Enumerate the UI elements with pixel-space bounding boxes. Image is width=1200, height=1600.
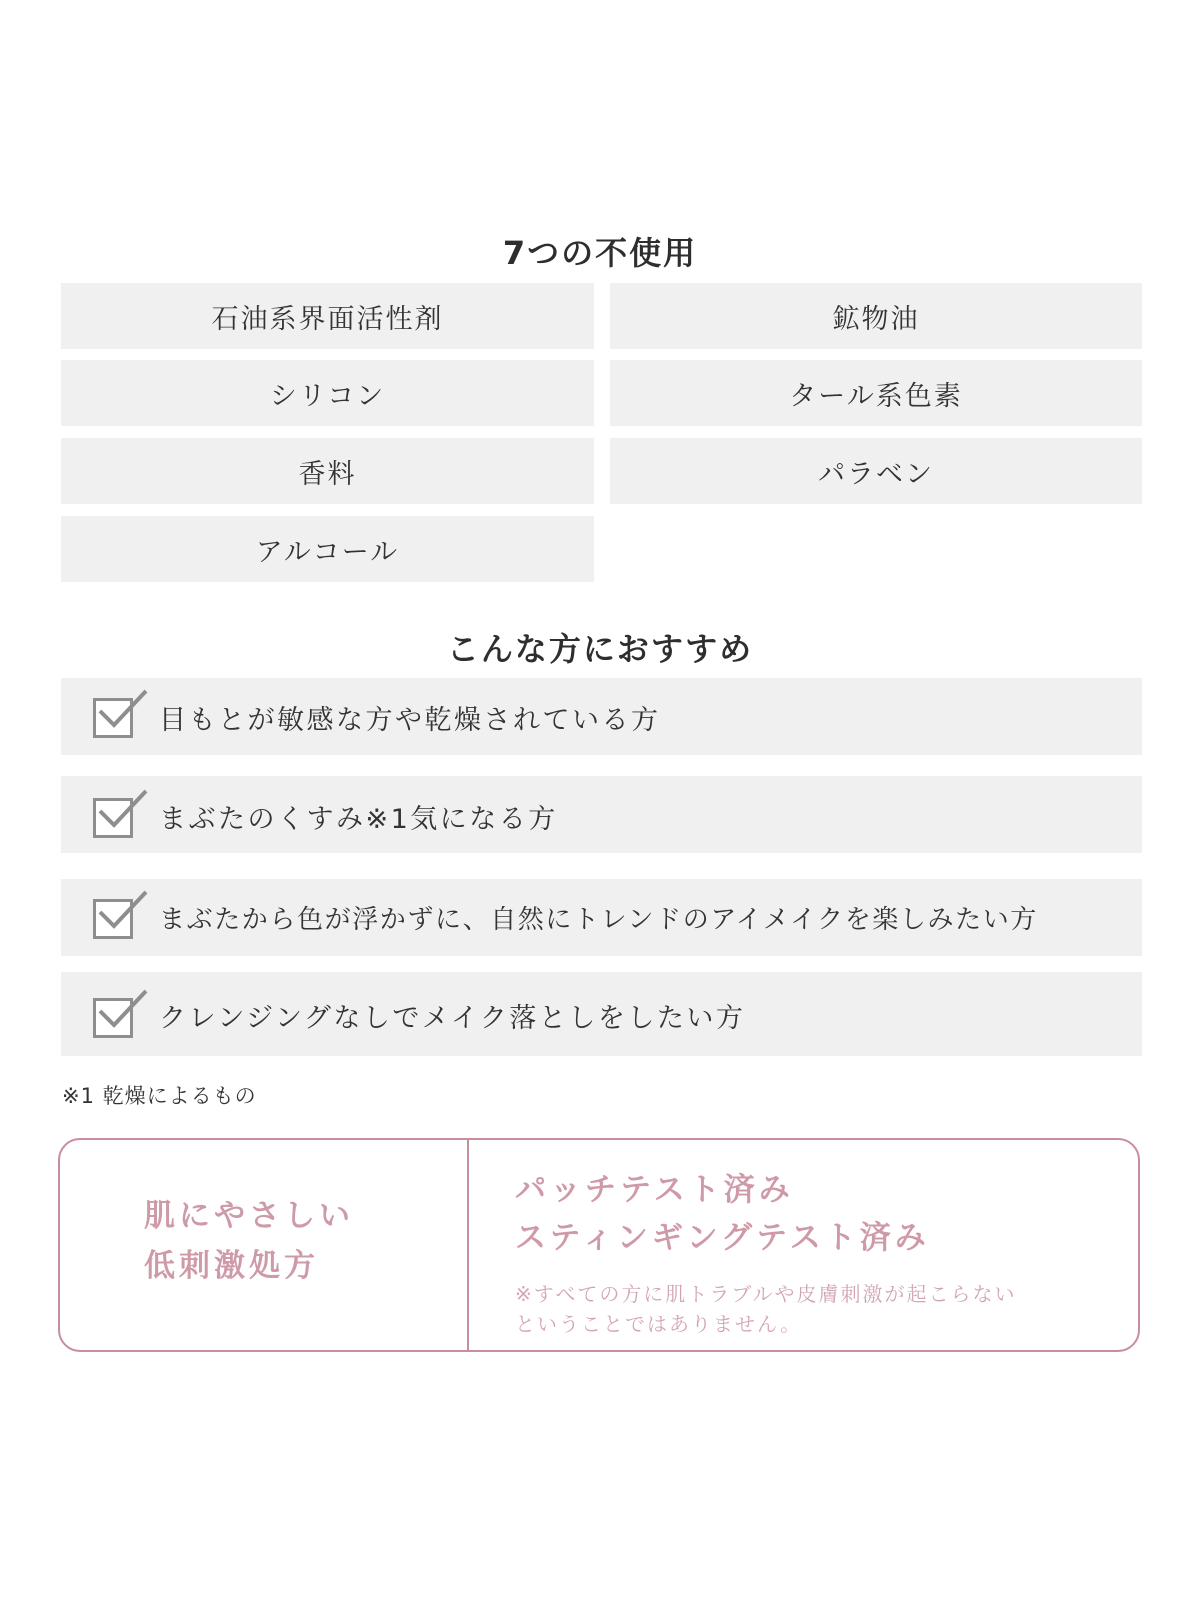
gentle-formula-box	[58, 1138, 1140, 1352]
checkbox-checked-icon	[93, 698, 133, 738]
gentle-label-line1: 肌にやさしい	[144, 1198, 354, 1234]
recommend-title: こんな方におすすめ	[446, 630, 754, 668]
test-disclaimer-line1: ※すべての方に肌トラブルや皮膚刺激が起こらない	[515, 1282, 1017, 1306]
recommend-item-text: 目もとが敏感な方や乾燥されている方	[159, 705, 661, 736]
recommend-item	[61, 776, 1142, 853]
free-from-item: 香料	[61, 438, 594, 504]
stinging-test-label: スティンギングテスト済み	[515, 1220, 930, 1256]
free-from-item: タール系色素	[610, 360, 1142, 426]
patch-test-label: パッチテスト済み	[515, 1172, 794, 1208]
free-from-item: アルコール	[61, 516, 594, 582]
gentle-label-line2: 低刺激処方	[144, 1248, 319, 1284]
free-from-item: 石油系界面活性剤	[61, 283, 594, 349]
recommend-item	[61, 879, 1142, 956]
checkbox-checked-icon	[93, 998, 133, 1038]
free-from-item: 鉱物油	[610, 283, 1142, 349]
free-from-item: パラベン	[610, 438, 1142, 504]
recommend-item	[61, 678, 1142, 755]
free-from-title: 7つの不使用	[502, 234, 698, 272]
recommend-item-text: まぶたのくすみ※1気になる方	[159, 804, 558, 835]
footnote: ※1 乾燥によるもの	[62, 1084, 257, 1108]
recommend-item	[61, 972, 1142, 1056]
checkbox-checked-icon	[93, 899, 133, 939]
box-divider	[467, 1140, 469, 1350]
checkbox-checked-icon	[93, 798, 133, 838]
recommend-item-text: まぶたから色が浮かずに、自然にトレンドのアイメイクを楽しみたい方	[159, 905, 1038, 935]
test-disclaimer-line2: ということではありません。	[515, 1312, 803, 1336]
free-from-item: シリコン	[61, 360, 594, 426]
recommend-item-text: クレンジングなしでメイク落としをしたい方	[159, 1003, 746, 1034]
